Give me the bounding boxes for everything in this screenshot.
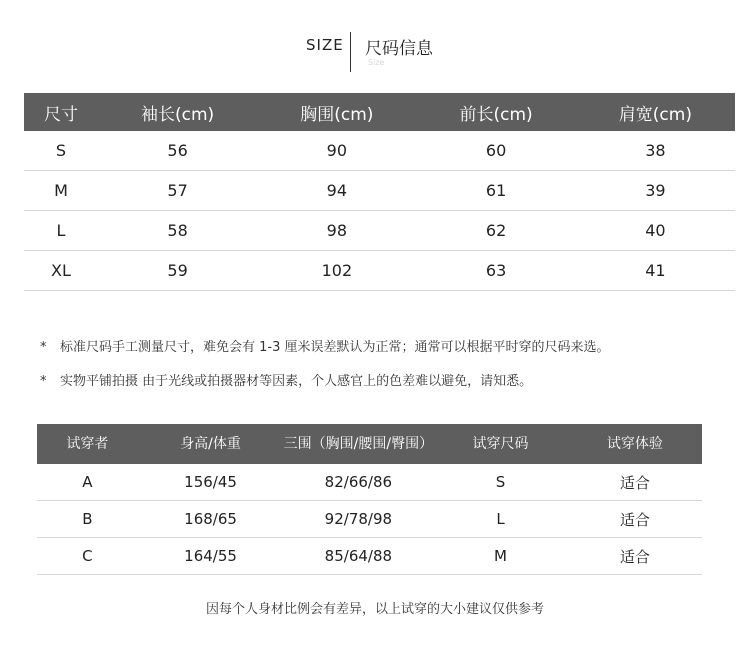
size-cell: S [24,131,98,171]
table-row [37,464,702,501]
tester-cell: A [37,464,138,501]
height-weight-cell: 168/65 [138,501,284,538]
color-note [40,370,532,389]
shoulder-cell: 39 [576,171,735,211]
measurement-note [40,336,610,355]
try-size-cell: M [433,538,567,575]
shoulder-cell: 40 [576,211,735,251]
title-en: SIZE [306,36,344,54]
footer-note: 因每个人身材比例会有差异，以上试穿的大小建议仅供参考 [205,602,544,617]
tester-cell: C [37,538,138,575]
chest-cell: 90 [257,131,416,171]
size-col-length: 前长(cm) [416,93,575,131]
title-cn: 尺码信息 [365,39,433,59]
fit-cell: 适合 [568,538,702,575]
try-size-cell: L [433,501,567,538]
title-divider [350,32,351,72]
table-row [24,251,735,291]
size-cell: L [24,211,98,251]
length-cell: 60 [416,131,575,171]
page-header [0,30,750,74]
size-col-shoulder: 肩宽(cm) [576,93,735,131]
fit-cell: 适合 [568,501,702,538]
measurements-cell: 92/78/98 [283,501,433,538]
shoulder-cell: 41 [576,251,735,291]
try-size-cell: S [433,464,567,501]
sleeve-cell: 57 [98,171,257,211]
measurements-cell: 82/66/86 [283,464,433,501]
chest-cell: 98 [257,211,416,251]
height-weight-cell: 164/55 [138,538,284,575]
asterisk-icon: * [40,374,47,389]
size-table-header-row [24,93,735,131]
fit-cell: 适合 [568,464,702,501]
sleeve-cell: 56 [98,131,257,171]
try-table-header-row [37,424,702,464]
color-note-text: 实物平铺拍摄 由于光线或拍摄器材等因素，个人感官上的色差难以避免，请知悉。 [60,374,533,389]
asterisk-icon: * [40,340,47,355]
try-col-tester: 试穿者 [37,424,138,464]
table-row [24,131,735,171]
table-row [24,211,735,251]
size-col-sleeve: 袖长(cm) [98,93,257,131]
table-row [37,538,702,575]
size-col-size: 尺寸 [24,93,98,131]
tester-cell: B [37,501,138,538]
length-cell: 62 [416,211,575,251]
size-table [24,93,735,291]
title-ghost-text: Size [368,58,385,67]
size-cell: XL [24,251,98,291]
length-cell: 63 [416,251,575,291]
try-on-table [37,424,702,575]
table-row [24,171,735,211]
chest-cell: 102 [257,251,416,291]
try-col-height-weight: 身高/体重 [138,424,284,464]
size-col-chest: 胸围(cm) [257,93,416,131]
try-col-size: 试穿尺码 [433,424,567,464]
sleeve-cell: 58 [98,211,257,251]
chest-cell: 94 [257,171,416,211]
shoulder-cell: 38 [576,131,735,171]
table-row [37,501,702,538]
size-cell: M [24,171,98,211]
length-cell: 61 [416,171,575,211]
try-col-fit: 试穿体验 [568,424,702,464]
try-col-measurements: 三围（胸围/腰围/臀围） [283,424,433,464]
measurement-note-text: 标准尺码手工测量尺寸，难免会有 1-3 厘米误差默认为正常；通常可以根据平时穿的尺码来选。 [60,340,610,355]
measurements-cell: 85/64/88 [283,538,433,575]
sleeve-cell: 59 [98,251,257,291]
height-weight-cell: 156/45 [138,464,284,501]
